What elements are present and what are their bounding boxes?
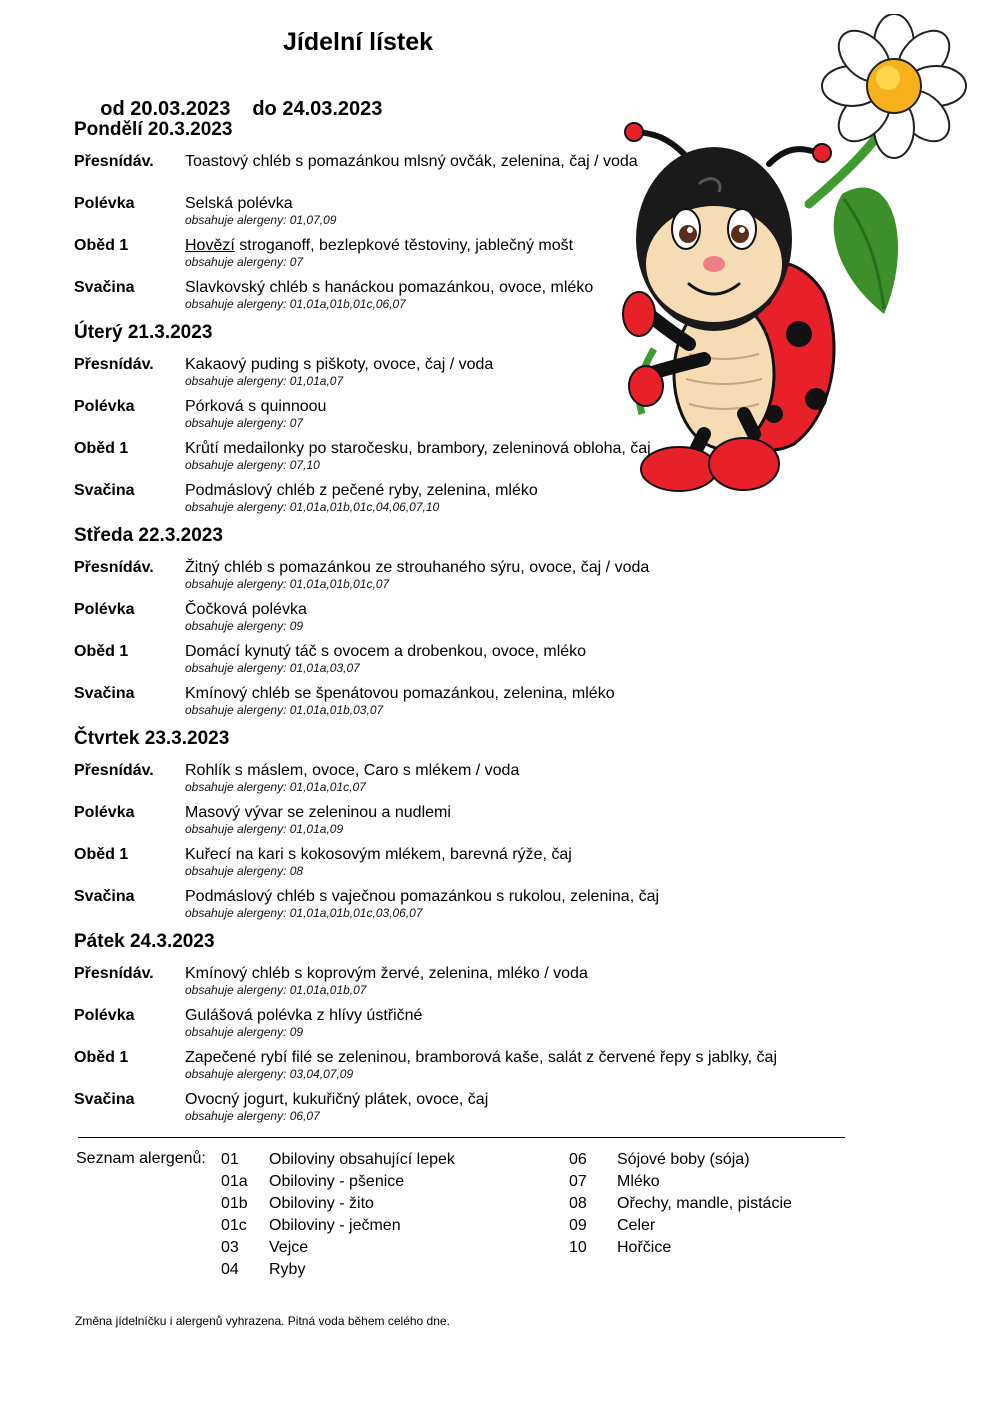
- allergen-code: 01c: [221, 1217, 247, 1234]
- ladybug-with-daisy-icon: [594, 14, 986, 498]
- meal-text: Selská polévka: [185, 195, 293, 212]
- meal-text: Kmínový chléb s koprovým žervé, zelenina, mléko / voda: [185, 965, 588, 982]
- meal-row: [74, 556, 834, 596]
- meal-body: [185, 962, 834, 998]
- meal-body: [185, 1046, 834, 1082]
- allergen-name: Obiloviny - pšenice: [269, 1173, 405, 1190]
- meal-label: Polévka: [74, 195, 135, 212]
- allergen-legend-title: Seznam alergenů:: [76, 1150, 206, 1167]
- allergen-name: Ořechy, mandle, pistácie: [617, 1195, 792, 1212]
- allergen-row: [221, 1238, 455, 1260]
- meal-row: [74, 682, 834, 722]
- page-title: Jídelní lístek: [283, 28, 434, 56]
- meal-text-rest: stroganoff, bezlepkové těstoviny, jablečný mošt: [234, 237, 574, 254]
- meal-label: Svačina: [74, 482, 135, 499]
- meal-label: Oběd 1: [74, 237, 129, 254]
- allergen-name: Obiloviny obsahující lepek: [269, 1151, 455, 1168]
- meal-body: [185, 885, 834, 921]
- meal-text: Ovocný jogurt, kukuřičný plátek, ovoce, čaj: [185, 1091, 489, 1108]
- meal-label: Přesnídáv.: [74, 965, 154, 982]
- meal-allergens: obsahuje alergeny: 07,10: [185, 458, 320, 472]
- meal-label: Polévka: [74, 1007, 135, 1024]
- meal-allergens: obsahuje alergeny: 01,07,09: [185, 213, 337, 227]
- meal-row: [74, 640, 834, 680]
- meal-text: Krůtí medailonky po staročesku, brambory, zeleninová obloha, čaj: [185, 440, 651, 457]
- allergen-code: 04: [221, 1261, 239, 1278]
- day-section: [74, 524, 834, 722]
- meal-label: Oběd 1: [74, 643, 129, 660]
- meal-label: Přesnídáv.: [74, 559, 154, 576]
- allergen-row: [221, 1150, 455, 1172]
- allergen-row: [569, 1150, 792, 1172]
- date-from: od 20.03.2023: [100, 98, 231, 120]
- meal-row: [74, 843, 834, 883]
- allergen-row: [221, 1260, 455, 1282]
- meal-row: [74, 1088, 834, 1128]
- day-section: [74, 930, 834, 1128]
- meal-text: Rohlík s máslem, ovoce, Caro s mlékem / voda: [185, 762, 520, 779]
- footer-note: Změna jídelníčku i alergenů vyhrazena. Pitná voda během celého dne.: [75, 1314, 450, 1328]
- meal-allergens: obsahuje alergeny: 01,01a,01b,01c,07: [185, 577, 390, 591]
- meal-text: Kmínový chléb se špenátovou pomazánkou, zelenina, mléko: [185, 685, 615, 702]
- meal-label: Oběd 1: [74, 846, 129, 863]
- meal-body: [185, 682, 834, 718]
- meal-label: Polévka: [74, 601, 135, 618]
- meal-row: [74, 1004, 834, 1044]
- meal-text: Podmáslový chléb z pečené ryby, zelenina, mléko: [185, 482, 538, 499]
- meal-allergens: obsahuje alergeny: 09: [185, 1025, 304, 1039]
- meal-body: [185, 556, 834, 592]
- meal-label: Svačina: [74, 685, 135, 702]
- date-to: do 24.03.2023: [252, 98, 383, 120]
- meal-text: Kakaový puding s piškoty, ovoce, čaj / voda: [185, 356, 494, 373]
- meal-body: [185, 1004, 834, 1040]
- allergen-code: 08: [569, 1195, 587, 1212]
- meal-label: Svačina: [74, 888, 135, 905]
- meal-label: Přesnídáv.: [74, 153, 154, 170]
- meal-allergens: obsahuje alergeny: 08: [185, 864, 304, 878]
- meal-text: Toastový chléb s pomazánkou mlsný ovčák, zelenina, čaj / voda: [185, 153, 638, 170]
- meal-text: Slavkovský chléb s hanáckou pomazánkou, ovoce, mléko: [185, 279, 594, 296]
- allergen-row: [569, 1194, 792, 1216]
- meal-text: Podmáslový chléb s vaječnou pomazánkou s rukolou, zelenina, čaj: [185, 888, 660, 905]
- meal-label: Polévka: [74, 398, 135, 415]
- meal-label: Přesnídáv.: [74, 762, 154, 779]
- meal-row: [74, 759, 834, 799]
- meal-body: [185, 1088, 834, 1124]
- allergen-code: 07: [569, 1173, 587, 1190]
- allergen-row: [221, 1172, 455, 1194]
- meal-body: [185, 843, 834, 879]
- allergen-row: [569, 1238, 792, 1260]
- meal-allergens: obsahuje alergeny: 01,01a,01b,01c,04,06,07,10: [185, 500, 440, 514]
- meal-text: Kuřecí na kari s kokosovým mlékem, barevná rýže, čaj: [185, 846, 572, 863]
- allergen-name: Vejce: [269, 1239, 309, 1256]
- day-title: Úterý 21.3.2023: [74, 322, 213, 343]
- meal-allergens: obsahuje alergeny: 07: [185, 416, 304, 430]
- meal-text: Domácí kynutý táč s ovocem a drobenkou, ovoce, mléko: [185, 643, 587, 660]
- meal-allergens: obsahuje alergeny: 09: [185, 619, 304, 633]
- meal-allergens: obsahuje alergeny: 01,01a,01b,03,07: [185, 703, 384, 717]
- meal-allergens: obsahuje alergeny: 01,01a,07: [185, 374, 344, 388]
- allergen-code: 06: [569, 1151, 587, 1168]
- meal-text: Žitný chléb s pomazánkou ze strouhaného sýru, ovoce, čaj / voda: [185, 559, 650, 576]
- allergen-name: Hořčice: [617, 1239, 672, 1256]
- allergen-name: Obiloviny - žito: [269, 1195, 374, 1212]
- meal-allergens: obsahuje alergeny: 06,07: [185, 1109, 320, 1123]
- meal-row: [74, 1046, 834, 1086]
- meal-row: [74, 598, 834, 638]
- meal-text: Zapečené rybí filé se zeleninou, bramborová kaše, salát z červené řepy s jablky, čaj: [185, 1049, 777, 1066]
- meal-allergens: obsahuje alergeny: 01,01a,01b,01c,03,06,07: [185, 906, 423, 920]
- allergen-code: 01b: [221, 1195, 248, 1212]
- allergen-code: 01: [221, 1151, 239, 1168]
- meal-row: [74, 962, 834, 1002]
- meal-allergens: obsahuje alergeny: 01,01a,01c,07: [185, 780, 366, 794]
- meal-body: [185, 640, 834, 676]
- meal-body: [185, 801, 834, 837]
- meal-row: [74, 801, 834, 841]
- meal-label: Svačina: [74, 279, 135, 296]
- day-title: Pátek 24.3.2023: [74, 931, 215, 952]
- meal-label: Oběd 1: [74, 440, 129, 457]
- meal-text: Masový vývar se zeleninou a nudlemi: [185, 804, 451, 821]
- meal-label: Polévka: [74, 804, 135, 821]
- allergen-row: [569, 1172, 792, 1194]
- allergen-name: Celer: [617, 1217, 656, 1234]
- meal-text: Čočková polévka: [185, 601, 307, 618]
- meal-body: [185, 759, 834, 795]
- allergen-row: [221, 1194, 455, 1216]
- meal-label: Svačina: [74, 1091, 135, 1108]
- meal-label: Oběd 1: [74, 1049, 129, 1066]
- meal-allergens: obsahuje alergeny: 01,01a,01b,07: [185, 983, 367, 997]
- allergen-code: 10: [569, 1239, 587, 1256]
- day-title: Čtvrtek 23.3.2023: [74, 728, 230, 749]
- allergen-name: Mléko: [617, 1173, 660, 1190]
- allergen-name: Ryby: [269, 1261, 306, 1278]
- meal-allergens: obsahuje alergeny: 07: [185, 255, 304, 269]
- allergen-column-2: [569, 1150, 792, 1260]
- allergen-name: Obiloviny - ječmen: [269, 1217, 401, 1234]
- meal-label: Přesnídáv.: [74, 356, 154, 373]
- day-title: Středa 22.3.2023: [74, 525, 223, 546]
- day-title: Pondělí 20.3.2023: [74, 119, 233, 140]
- allergen-code: 01a: [221, 1173, 248, 1190]
- meal-text: Gulášová polévka z hlívy ústřičné: [185, 1007, 423, 1024]
- divider: [78, 1137, 845, 1138]
- meal-allergens: obsahuje alergeny: 01,01a,09: [185, 822, 344, 836]
- meal-body: [185, 598, 834, 634]
- allergen-row: [569, 1216, 792, 1238]
- meal-allergens: obsahuje alergeny: 01,01a,01b,01c,06,07: [185, 297, 406, 311]
- meal-text-underlined: Hovězí: [185, 237, 235, 254]
- day-section: [74, 727, 834, 925]
- allergen-row: [221, 1216, 455, 1238]
- meal-allergens: obsahuje alergeny: 03,04,07,09: [185, 1067, 354, 1081]
- meal-row: [74, 885, 834, 925]
- allergen-column-1: [221, 1150, 455, 1282]
- meal-text: Pórková s quinnoou: [185, 398, 327, 415]
- meal-allergens: obsahuje alergeny: 01,01a,03,07: [185, 661, 360, 675]
- allergen-name: Sójové boby (sója): [617, 1151, 750, 1168]
- allergen-code: 03: [221, 1239, 239, 1256]
- allergen-code: 09: [569, 1217, 587, 1234]
